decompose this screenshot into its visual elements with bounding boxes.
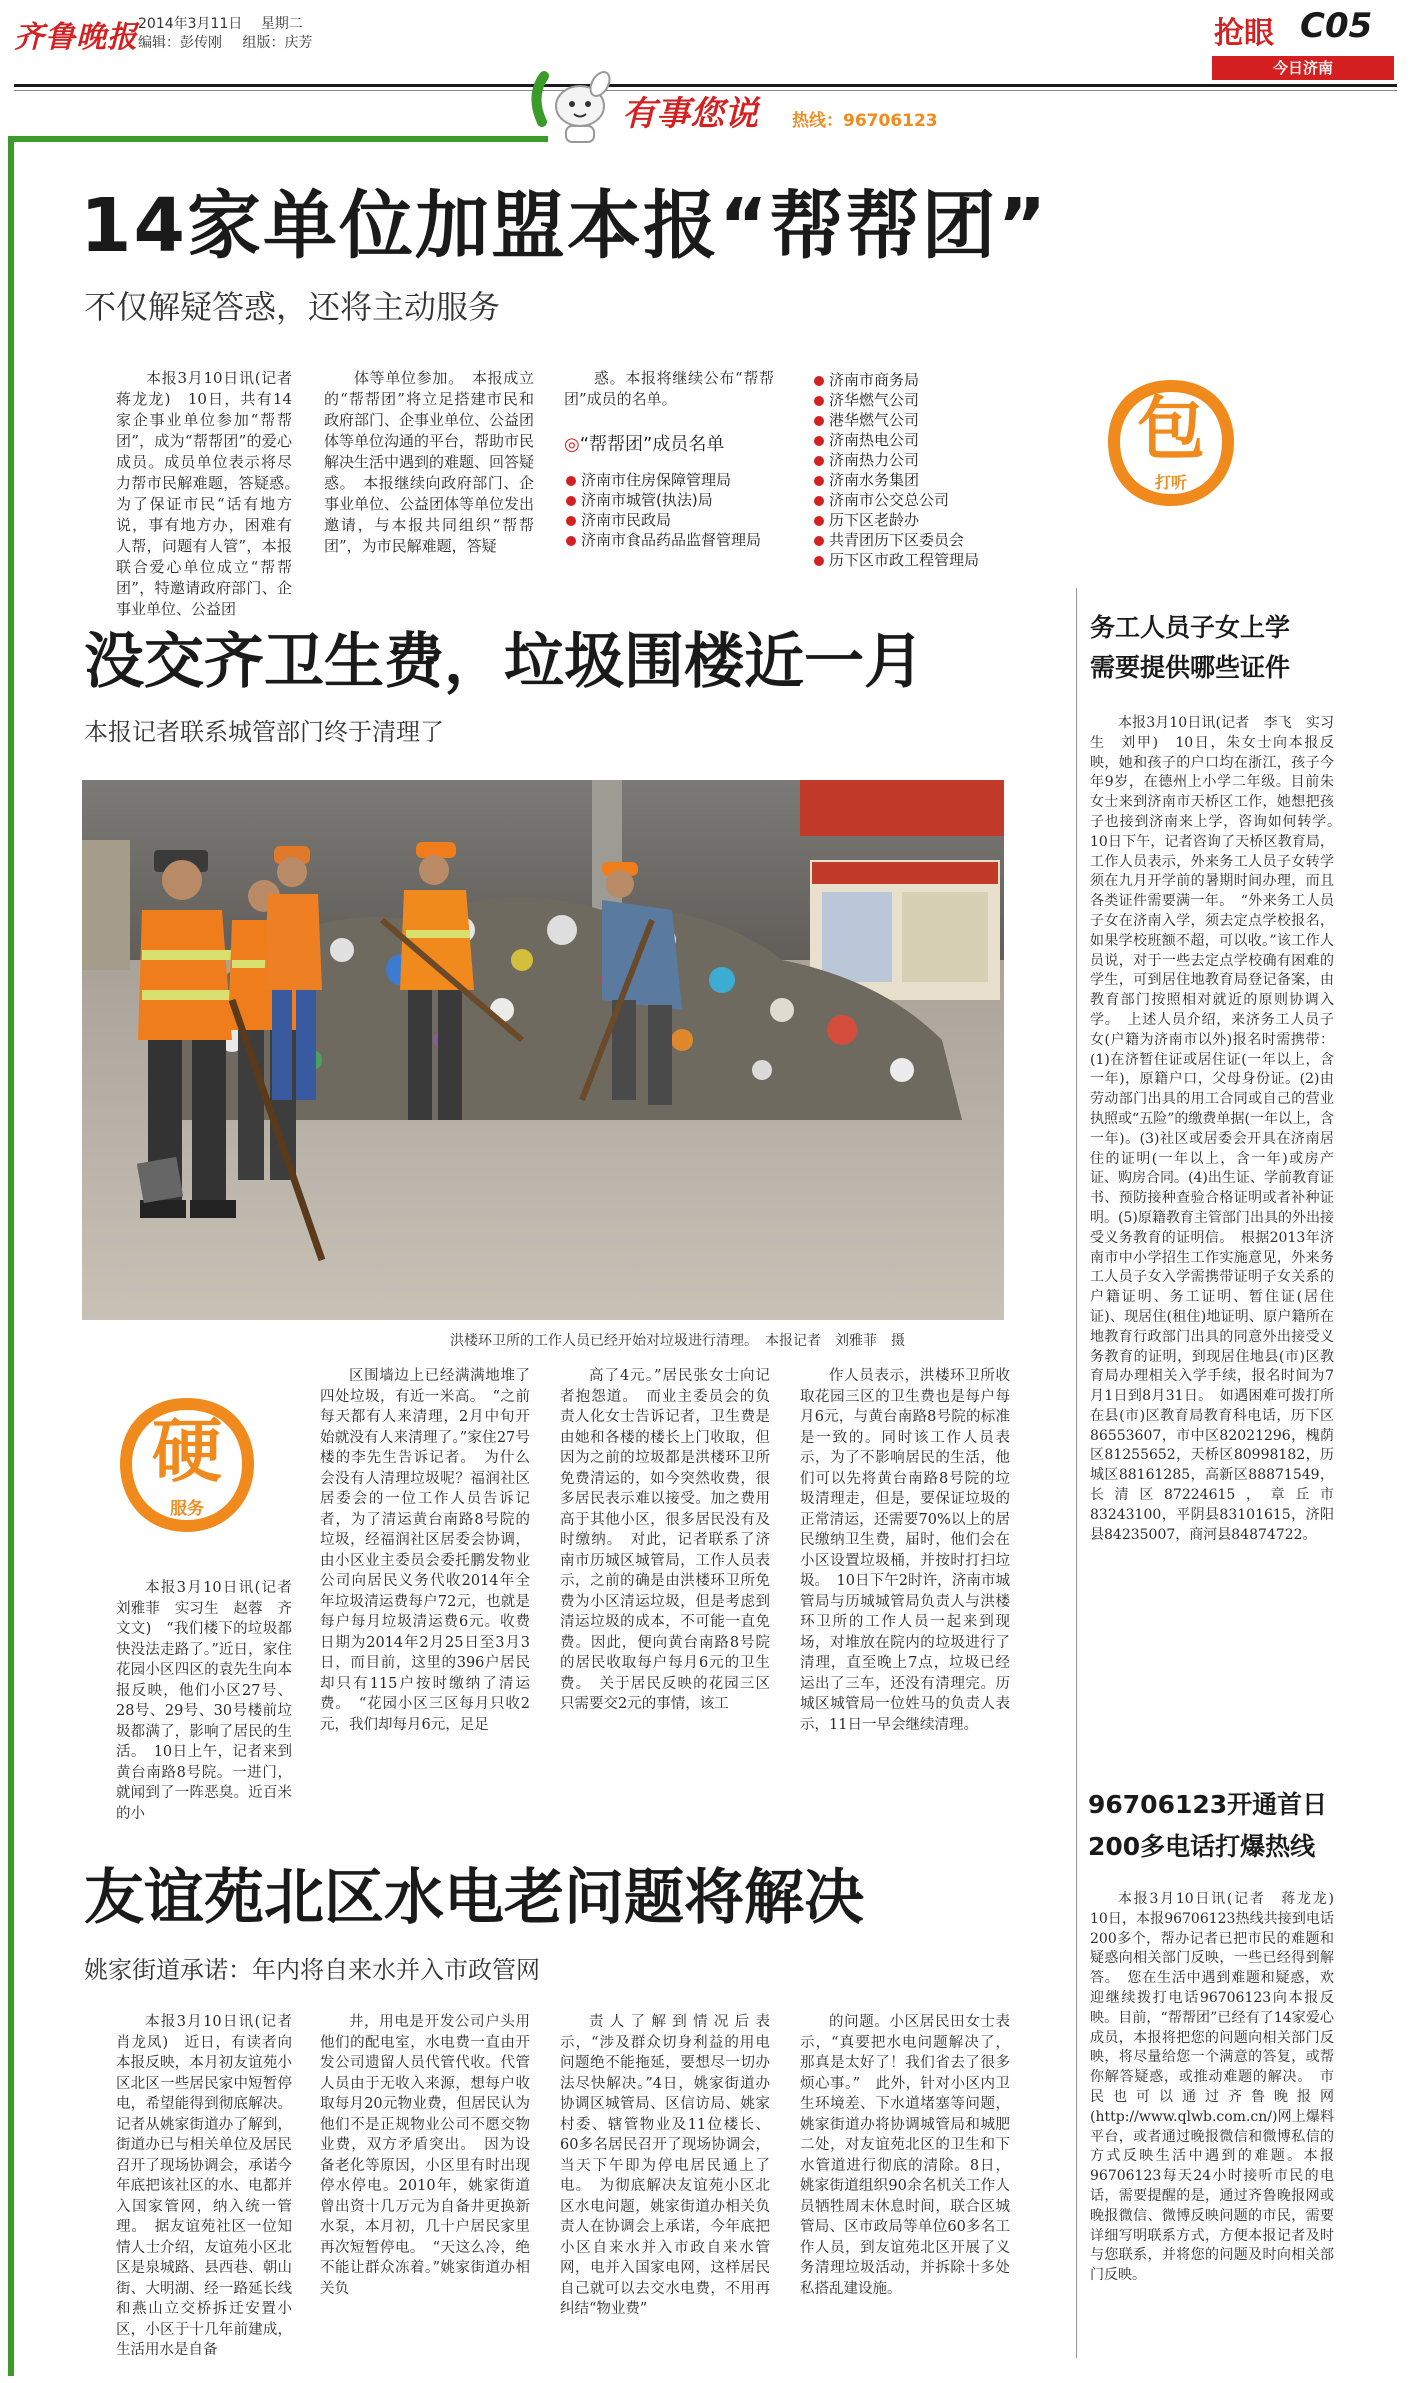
list-item: 济南市食品药品监督管理局 [566,530,766,550]
editor-text: 编辑：彭传刚 [138,35,222,51]
member-list-a [566,470,776,550]
list-item: 济南市公交总公司 [814,490,1024,510]
article3-subtitle: 姚家街道承诺：年内将自来水并入市政管网 [84,1956,540,1984]
member-list-heading: ◎“帮帮团”成员名单 [564,434,725,455]
list-item: 济南市民政局 [566,510,776,530]
weekday-text: 星期二 [260,16,303,32]
layout-text: 组版：庆芳 [242,35,313,51]
list-item: 济南市城管(执法)局 [566,490,776,510]
article1-col3: 惑。本报将继续公布“帮帮团”成员的名单。 [564,369,774,408]
article3-col4: 的问题。小区居民田女士表示，“真要把水电问题解决了，那真是太好了！我们省去了很多烦心事。” 此外，针对小区内卫生环境差、下水道堵塞等问题，姚家街道办将协调城管局和城肥二处，对友谊苑北区的卫生和下水管道进行彻底的清除。8日，姚家街道组织90余名机关工作人员牺牲周末休息时间，联合区城管局、区市政局等单位60多名工作人员，到友谊苑北区开展了义务清理垃圾活动，并拆除十多处私搭乱建设施。 [800,2014,1010,2297]
article2-col1: 本报3月10日讯(记者 刘雅菲 实习生 赵蓉 齐文文) “我们楼下的垃圾都快没法走路了。”近日，家住花园小区四区的袁先生向本报反映，他们小区27号、28号、29号、30号楼前垃圾都满了，影响了居民的生活。 10日上午，记者来到黄台南路8号院。一进门，就闻到了一阵恶臭。近百米的小 [116,1580,307,1822]
sidebar1-title-line1: 务工人员子女上学 [1090,613,1291,642]
garbage-cleanup-photo [82,780,1004,1320]
date-text: 2014年3月11日 [138,16,243,32]
article2-col4: 作人员表示，洪楼环卫所收取花园三区的卫生费也是每户每月6元，与黄台南路8号院的标准是一致的。同时该工作人员表示，为了不影响居民的生活，他们可以先将黄台南路8号院的垃圾清理走，但是，要保证垃圾的正常清运，还需要70%以上的居民缴纳卫生费，届时，他们会在小区设置垃圾桶，并按时打扫垃圾。 10日下午2时许，济南市城管局与历城城管局负责人与洪楼环卫所的工作人员一起来到现场，对堆放在院内的垃圾进行了清理，直至晚上7点，垃圾已经运出了三车，还没有清理完。历城区城管局一位姓马的负责人表示，11日一早会继续清理。 [800,1368,1010,1733]
badge-ying-label: 服务 [170,1499,204,1519]
badge-bao-label: 打听 [1154,473,1187,492]
list-item: 历下区老龄办 [814,510,1024,530]
sidebar2-title [1088,1784,1327,1868]
banner-hotline: 热线：96706123 [792,111,938,131]
sidebar1-title-line2: 需要提供哪些证件 [1090,653,1291,682]
list-item: 历下区市政工程管理局 [814,550,1024,570]
article1-subtitle: 不仅解疑答惑，还将主动服务 [84,288,501,326]
article3-col3: 责人了解到情况后表示，“涉及群众切身利益的用电问题绝不能拖延，要想尽一切办法尽快解决。”4日，姚家街道办协调区城管局、区信访局、姚家村委、辖管物业及11位楼长、60多名居民召开了现场协调会，当天下午即为停电居民通上了电。 为彻底解决友谊苑小区北区水电问题，姚家街道办相关负责人在协调会上承诺，今年底把小区自来水并入市政自来水管网，电并入国家电网，这样居民自己就可以去交水电费，不用再纠结“物业费” [560,2014,770,2317]
article2-subtitle: 本报记者联系城管部门终于清理了 [84,718,444,746]
issue-date [138,13,303,33]
sidebar1-body: 本报3月10日讯(记者 李飞 实习生 刘甲) 10日，朱女士向本报反映，她和孩子的户口均在浙江，孩子今年9岁，在德州上小学二年级。目前朱女士来到济南市天桥区工作，她想把孩子也接到济南来上学，咨询如何转学。 10日下午，记者咨询了天桥区教育局，工作人员表示，外来务工人员子女转学须在九月开学前的暑期时间办理，而且各类证件需要满一年。 “外来务工人员子女在济南入学，须去定点学校报名，如果学校班额不超，可以收。”该工作人员说，对于一些去定点学校确有困难的学生，可到居住地教育局登记备案，由教育部门按照相对就近的原则协调入学。 上述人员介绍，来济务工人员子女(户籍为济南市以外)报名时需携带：(1)在济暂住证或居住证(一年以上，含一年)，原籍户口，父母身份证。(2)由劳动部门出具的用工合同或自己的营业执照或“五险”的缴费单据(一年以上，含一年)。(3)社区或居委会开具在济南居住的证明(一年以上，含一年)或房产证、购房合同。(4)出生证、学前教育证书、预防接种查验合格证明或者补种证明。(5)原籍教育主管部门出具的外出接受义务教育的证明信。 根据2013年济南市中小学招生工作实施意见，外来务工人员子女入学需携带证明子女关系的户籍证明、务工证明、暂住证(居住证)、现居住(租住)地证明、原户籍所在地教育行政部门出具的同意外出接受义务教育的证明，到现居住地县(市)区教育局办理相关入学手续，报名时间为7月1日到8月31日。 如遇困难可拨打所在县(市)区教育局教育科电话，历下区86553607，市中区82021296，槐荫区81255652，天桥区80998182，历城区88161285，高新区88871549，长清区87224615，章丘市83243100，平阴县83101615，济阳县84235007，商河县84874722。 [1090,715,1348,1543]
badge-bao-char: 包 [1136,390,1205,469]
article2-col2: 区围墙边上已经满满地堆了四处垃圾，有近一米高。 “之前每天都有人来清理，2月中旬开始就没有人来清理了。”家住27号楼的李先生告诉记者。 为什么会没有人清理垃圾呢？福润社区居委会的一位工作人员告诉记者，为了清运黄台南路8号院的垃圾，经福润社区居委会协调，由小区业主委员会委托鹏发物业公司向居民义务代收2014年全年垃圾清运费每户72元，也就是每户每月垃圾清运费6元。收费日期为2014年2月25日至3月3日，而目前，这里的396户居民却只有115户按时缴纳了清运费。 “花园小区三区每月只收2元，我们却每月6元，足足 [320,1368,530,1733]
sidebar-divider [1076,588,1077,2358]
article2-col3: 高了4元。”居民张女士向记者抱怨道。 而业主委员会的负责人化女士告诉记者，卫生费是由她和各楼的楼长上门收取，但因为之前的垃圾都是洪楼环卫所免费清运的，如今突然收费，很多居民表示难以接受。加之费用高于其他小区，很多居民没有及时缴纳。 对此，记者联系了济南市历城区城管局，工作人员表示，之前的确是由洪楼环卫所免费为小区清运垃圾，但是考虑到清运垃圾的成本，不可能一直免费。因此，便向黄台南路8号院的居民收取每户每月6元的卫生费。 关于居民反映的花园三区只需要交2元的事情，该工 [560,1368,770,1712]
green-frame-vertical [8,136,14,2376]
article2-photo [82,780,1004,1320]
subsection-badge: 今日济南 [1212,56,1394,80]
list-item: 济南市住房保障管理局 [566,470,776,490]
sidebar2-body: 本报3月10日讯(记者 蒋龙龙) 10日，本报96706123热线共接到电话200多个，帮办记者已把市民的难题和疑惑向相关部门反映，一些已经得到解答。 您在生活中遇到难题和疑惑，欢迎继续拨打电话96706123向本报反映。目前，“帮帮团”已经有了14家爱心成员，本报将把您的问题向相关部门反映，将尽量给您一个满意的答复，或帮你解答疑惑，或推动难题的解决。 市民也可以通过齐鲁晚报网(http://www.qlwb.com.cn/)网上爆料平台，或者通过晚报微信和微博私信的方式反映生活中遇到的难题。本报96706123每天24小时接听市民的电话，需要提醒的是，通过齐鲁晚报网或晚报微信、微博反映问题的市民，需要详细写明联系方式，方便本报记者及时与您联系，并将您的问题及时向相关部门反映。 [1090,1891,1348,2284]
article3-title: 友谊苑北区水电老问题将解决 [84,1863,864,1933]
badge-ying-char: 硬 [152,1410,222,1492]
section-name: 抢眼 [1214,16,1274,51]
list-item: 济南热电公司 [814,430,1024,450]
sidebar2-title-line1: 96706123开通首日 [1088,1790,1328,1819]
editor-info [138,32,312,52]
sidebar2-title-line2: 200多电话打爆热线 [1088,1832,1316,1861]
green-frame-horizontal [8,136,548,142]
list-item: 济南水务集团 [814,470,1024,490]
sidebar1-title [1090,608,1290,688]
member-list-b [814,370,1024,570]
banner-mascot-icon [524,62,618,148]
article2-photo-caption: 洪楼环卫所的工作人员已经开始对垃圾进行清理。 本报记者 刘雅菲 摄 [450,1333,905,1349]
list-item: 共青团历下区委员会 [814,530,1024,550]
page-number: C05 [1300,6,1373,46]
list-item: 济南市商务局 [814,370,1024,390]
newspaper-logo: 齐鲁晚报 [14,20,138,55]
article1-title: 14家单位加盟本报“帮帮团” [80,183,1049,269]
list-item: 港华燃气公司 [814,410,1024,430]
badge-bao [1100,372,1242,514]
article3-col1: 本报3月10日讯(记者 肖龙凤) 近日，有读者向本报反映，本月初友谊苑小区北区一些居民家中短暂停电，希望能得到彻底解决。记者从姚家街道办了解到，街道办已与相关单位及居民召开了现场协调会，承诺今年底把该社区的水、电都并入国家管网，纳入统一管理。 据友谊苑社区一位知情人士介绍，友谊苑小区北区是泉城路、县西巷、朝山街、大明湖、经一路延长线和燕山立交桥拆迁安置小区，小区于十几年前建成，生活用水是自备 [116,2014,307,2358]
article3-col2: 井，用电是开发公司户头用他们的配电室，水电费一直由开发公司遗留人员代管代收。代管人员由于无收入来源，想每户收取每月20元物业费，但居民认为他们不是正规物业公司不愿交物业费，双方矛盾突出。 因为设备老化等原因，小区里有时出现停水停电。2010年，姚家街道曾出资十几万元为自备井更换新水泵，本月初，几十户居民家里再次短暂停电。 “天这么冷，绝不能让群众冻着。”姚家街道办相关负 [320,2014,530,2297]
banner-title: 有事您说 [622,94,758,134]
badge-ying [112,1390,262,1540]
article1-col2: 体等单位参加。 本报成立的“帮帮团”将立足搭建市民和政府部门、企事业单位、公益团体等单位沟通的平台，帮助市民解决生活中遇到的难题、回答疑惑。 本报继续向政府部门、企事业单位、公益团体等单位发出邀请，与本报共同组织“帮帮团”，为市民解难题，答疑 [324,369,535,555]
article2-title: 没交齐卫生费，垃圾围楼近一月 [84,627,924,697]
list-item: 济南热力公司 [814,450,1024,470]
list-item: 济华燃气公司 [814,390,1024,410]
article1-col1: 本报3月10日讯(记者 蒋龙龙) 10日，共有14家企事业单位参加“帮帮团”，成为“帮帮团”的爱心成员。成员单位表示将尽力帮市民解难题，答疑惑。 为了保证市民“话有地方说，事有地方办，困难有人帮，问题有人管”，本报联合爱心单位成立“帮帮团”，特邀请政府部门、企事业单位、公益团 [116,369,308,618]
